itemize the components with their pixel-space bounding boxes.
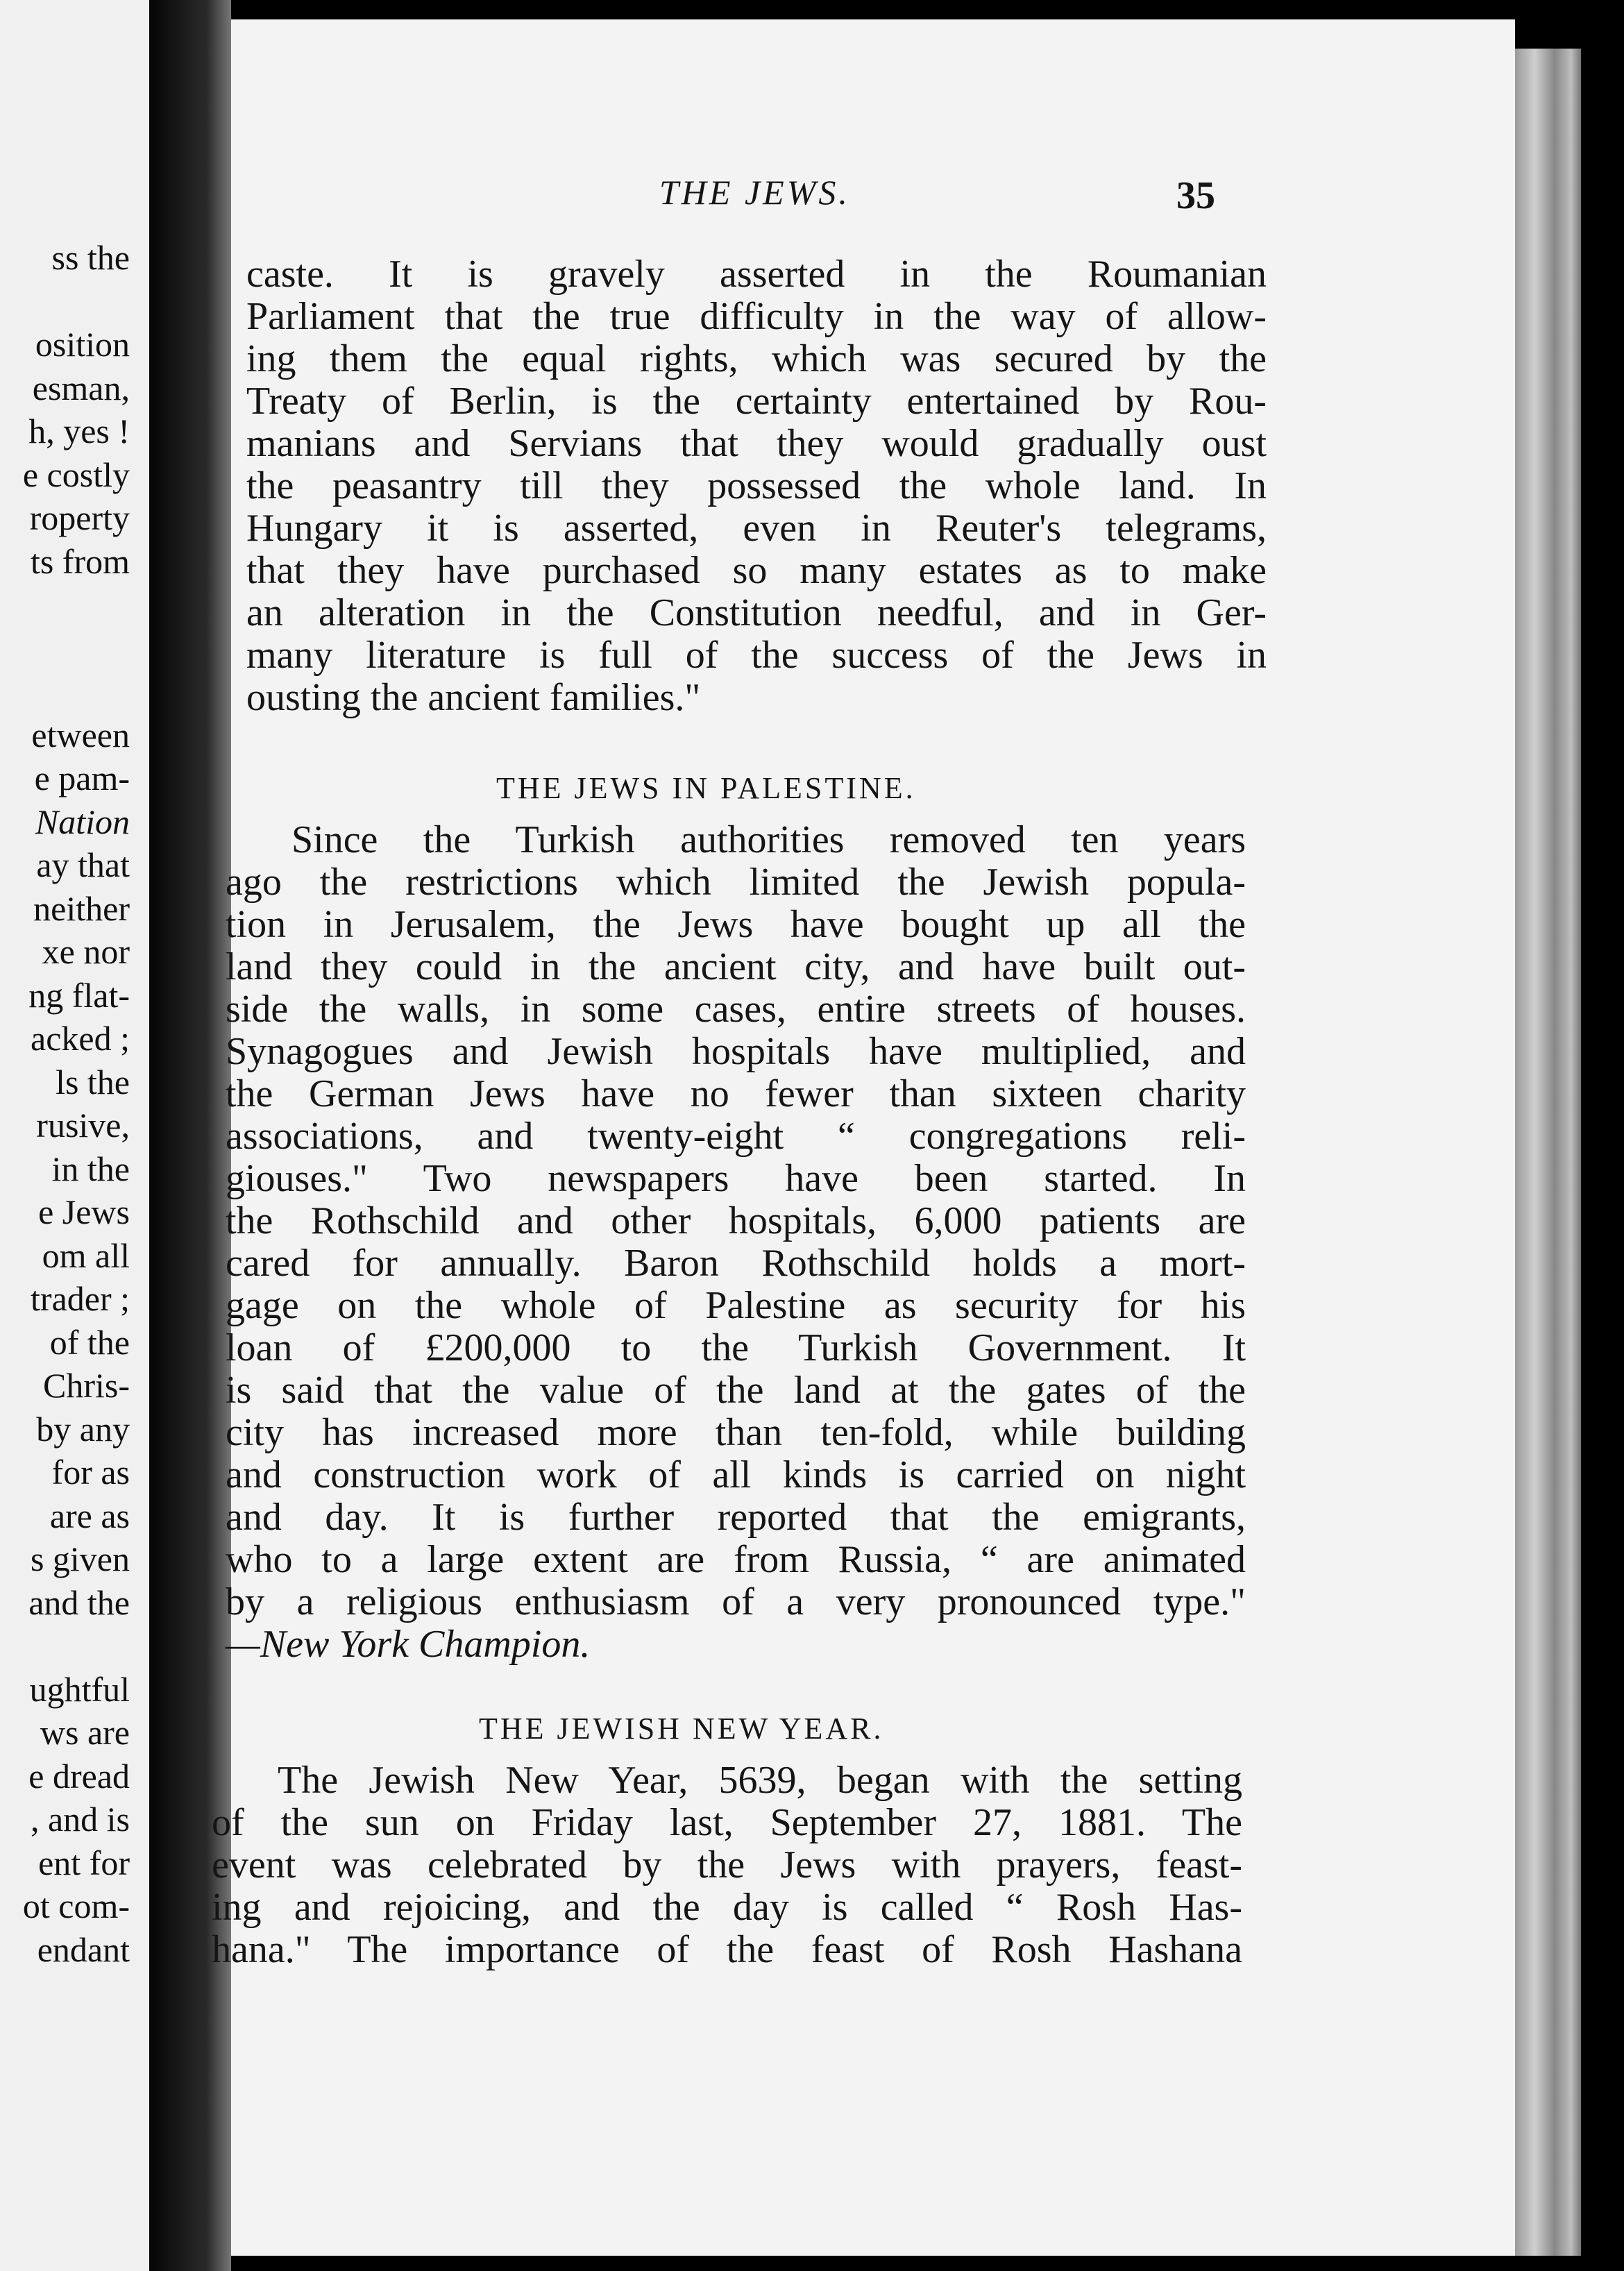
text-line: the Rothschild and other hospitals, 6,000 patients are (226, 1199, 1246, 1242)
section-heading-palestine: THE JEWS IN PALESTINE. (496, 771, 916, 805)
paragraph-palestine (226, 819, 1246, 1666)
left-page-line: om all (42, 1235, 130, 1275)
left-page-line (23, 627, 130, 670)
left-page-line: , and is (30, 1800, 130, 1839)
left-page-line: trader ; (31, 1279, 130, 1318)
text-line: ing and rejoicing, and the day is called “ Rosh Has- (212, 1886, 1242, 1929)
text-line: an alteration in the Constitution needful, and in Ger- (246, 591, 1267, 634)
text-line: who to a large extent are from Russia, “ are animated (226, 1538, 1246, 1581)
left-page-line: ws are (40, 1713, 130, 1752)
left-page-line: rusive, (36, 1106, 130, 1145)
left-page-line (23, 583, 130, 627)
text-line: ousting the ancient families." (246, 676, 701, 719)
text-line: many literature is full of the success of the Jews in (246, 634, 1267, 677)
left-page-line: Nation (35, 802, 130, 841)
text-line: loan of £200,000 to the Turkish Government. It (226, 1326, 1246, 1369)
text-line: is said that the value of the land at the gates of the (226, 1369, 1246, 1412)
text-line: that they have purchased so many estates as to make (246, 549, 1267, 592)
text-line: side the walls, in some cases, entire streets of houses. (226, 988, 1246, 1031)
text-line: ing them the equal rights, which was secured by the (246, 337, 1267, 380)
left-facing-page (0, 0, 149, 2271)
text-line: associations, and twenty-eight “ congregations reli- (226, 1115, 1246, 1158)
left-page-line: are as (49, 1496, 130, 1535)
text-line: and day. It is further reported that the emigrants, (226, 1496, 1246, 1539)
running-head: THE JEWS. (659, 173, 850, 212)
left-page-line: etween (31, 715, 130, 754)
left-page-line: ss the (51, 238, 130, 277)
text-line: manians and Servians that they would gradually oust (246, 422, 1267, 465)
left-page-line: ot com- (22, 1886, 130, 1925)
left-page-line: xe nor (42, 932, 130, 971)
text-line: Parliament that the true difficulty in the way of allow- (246, 295, 1267, 338)
left-page-line: endant (37, 1930, 130, 1969)
left-page-line: ughtful (29, 1669, 130, 1709)
left-page-line (23, 670, 130, 714)
left-page-line: ay that (36, 845, 130, 884)
left-page-line: in the (51, 1149, 130, 1188)
text-line: and construction work of all kinds is carried on night (226, 1453, 1246, 1496)
left-page-line (23, 1624, 130, 1668)
left-page-line: acked ; (31, 1019, 130, 1058)
text-line: Since the Turkish authorities removed ten years (291, 818, 1246, 861)
text-line: tion in Jerusalem, the Jews have bought up all the (226, 903, 1246, 946)
page-edge (1515, 49, 1581, 2256)
left-page-line: of the (49, 1322, 130, 1362)
left-page-line: roperty (29, 498, 130, 537)
paragraph-new-year (212, 1759, 1242, 1971)
text-line: the peasantry till they possessed the whole land. In (246, 464, 1267, 507)
text-line: the German Jews have no fewer than sixteen charity (226, 1072, 1246, 1115)
source-attribution: —New York Champion. (226, 1623, 591, 1666)
left-page-line: ts from (30, 541, 130, 581)
left-page-line: e dread (28, 1756, 130, 1796)
text-line: by a religious enthusiasm of a very pronounced type." (226, 1580, 1246, 1623)
text-line: Treaty of Berlin, is the certainty entertained by Rou- (246, 380, 1267, 423)
left-page-line: by any (36, 1409, 130, 1449)
text-line: hana." The importance of the feast of Rosh Hashana (212, 1928, 1242, 1971)
left-page-text (23, 236, 130, 1971)
text-line: city has increased more than ten-fold, while building (226, 1411, 1246, 1454)
left-page-line: e costly (22, 455, 130, 494)
left-page-line: s given (30, 1539, 130, 1578)
left-page-line: Chris- (43, 1366, 130, 1405)
text-line: cared for annually. Baron Rothschild holds a mort- (226, 1242, 1246, 1285)
left-page-line: ls the (56, 1062, 130, 1101)
page-number: 35 (1176, 174, 1215, 217)
text-line: event was celebrated by the Jews with prayers, feast- (212, 1843, 1242, 1886)
text-line: giouses." Two newspapers have been started. In (226, 1157, 1246, 1200)
left-page-line: and the (28, 1582, 130, 1622)
left-page-line: h, yes ! (28, 412, 130, 450)
left-page-line: esman, (32, 368, 130, 407)
left-page-line: osition (35, 325, 130, 364)
left-page-line: e Jews (38, 1192, 130, 1231)
left-page-line: for as (51, 1453, 130, 1492)
left-page-line: ng flat- (28, 975, 130, 1015)
text-line: caste. It is gravely asserted in the Roumanian (246, 253, 1267, 296)
text-line: Hungary it is asserted, even in Reuter's telegrams, (246, 507, 1267, 550)
text-line: Synagogues and Jewish hospitals have multiplied, and (226, 1030, 1246, 1073)
text-line: of the sun on Friday last, September 27, 1881. The (212, 1801, 1242, 1844)
left-page-line: neither (33, 888, 130, 928)
text-line: gage on the whole of Palestine as security for his (226, 1284, 1246, 1327)
text-line: land they could in the ancient city, and have built out- (226, 945, 1246, 988)
left-page-line: ent for (38, 1843, 130, 1882)
text-line: ago the restrictions which limited the Jewish popula- (226, 861, 1246, 904)
section-heading-new-year: THE JEWISH NEW YEAR. (479, 1712, 884, 1746)
paragraph-caste (246, 253, 1267, 719)
left-page-line (23, 280, 130, 323)
left-page-line: e pam- (34, 759, 130, 797)
text-line: The Jewish New Year, 5639, began with the setting (278, 1759, 1242, 1802)
